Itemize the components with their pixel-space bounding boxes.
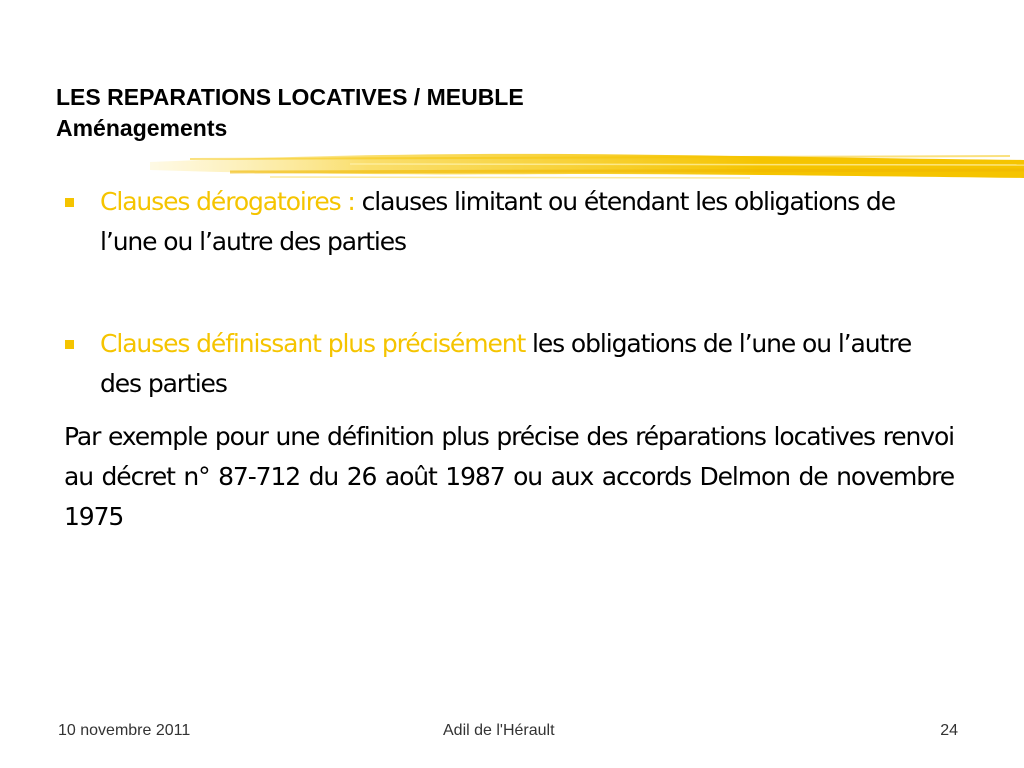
title-line-main: LES REPARATIONS LOCATIVES / MEUBLE <box>56 84 524 110</box>
bullet-highlight: Clauses dérogatoires : <box>100 187 362 216</box>
bullet-item-defining-clauses <box>60 324 940 404</box>
bullet-body: les obligations de l’une ou l’autre des parties <box>100 329 912 398</box>
bullet-body: clauses limitant ou étendant les obligations de l’une ou l’autre des parties <box>100 187 895 256</box>
slide-title <box>56 82 524 144</box>
bullet-text <box>60 182 940 262</box>
bullet-item-derogatory-clauses <box>60 182 940 262</box>
example-paragraph: Par exemple pour une définition plus précise des réparations locatives renvoi au décret n° 87-712 du 26 août 1987 ou aux accords Delmon de novembre 1975 <box>64 422 954 531</box>
square-bullet-icon <box>65 340 74 349</box>
bullet-text <box>60 324 940 404</box>
footer-organization: Adil de l'Hérault <box>443 722 555 739</box>
footer-page-number: 24 <box>940 722 958 739</box>
bullet-highlight: Clauses définissant plus précisément <box>100 329 533 358</box>
footer-date: 10 novembre 2011 <box>58 722 191 739</box>
title-line-sub: Aménagements <box>56 115 228 141</box>
square-bullet-icon <box>65 198 74 207</box>
